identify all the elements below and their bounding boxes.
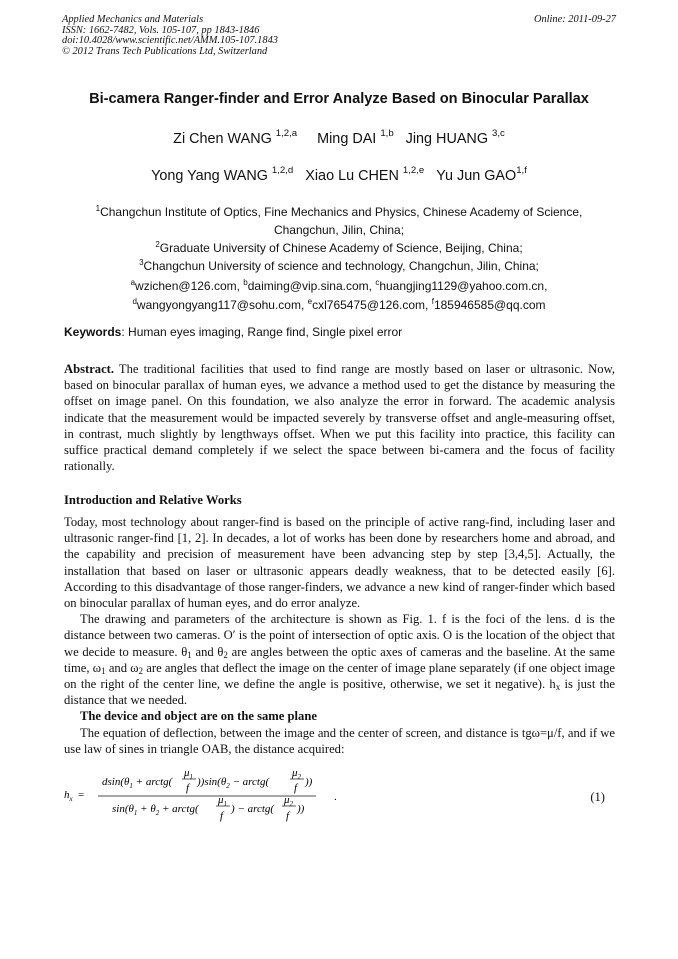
email[interactable]: huangjing1129@yahoo.com.cn, [379, 279, 548, 293]
paragraph: Today, most technology about ranger-find is based on the principle of active rang-find, including laser and ultrasonic ranger-find [1, 2]. In decades, a lot of works has been done by researchers home and abroad, and the capability and precision of measurement have been advancing step by step [3,4,5]. Actually, the installation that based on laser or ultrasonic appears deadly weakness, that to be detected easily [6]. According to this disadvantage of those ranger-finders, we advance a new kind of ranger-finder which based on binocular parallax of human eyes, and do error analyze. [64, 515, 615, 611]
abstract-label: Abstract. [64, 362, 115, 376]
eq-denominator: $\sin(\theta_1 + \theta_2$ + arctg( [112, 803, 199, 817]
svg-text:μ2: $\mu_2$ [284, 794, 294, 808]
author: Zi Chen WANG $^{1,2,a}$ [173, 128, 298, 147]
svg-text:.: . [334, 791, 337, 803]
affiliations [55, 203, 623, 275]
svg-text:f: f [294, 782, 298, 794]
affiliation: $^1$Changchun Institute of Optics, Fine Mechanics and Physics, Chinese Academy of Science, [95, 204, 583, 219]
eq-frac-f: f [186, 782, 190, 794]
keywords-text: : Human eyes imaging, Range find, Single pixel error [121, 325, 403, 339]
author: Xiao Lu CHEN $^{1,2,e}$ [305, 165, 425, 184]
email[interactable]: cxl765475@126.com, [312, 298, 429, 312]
affiliation: $^3$Changchun University of science and technology, Changchun, Jilin, China; [139, 258, 539, 273]
paragraph: The drawing and parameters of the architecture is shown as Fig. 1. f is the foci of the lens. d is the distance between two cameras. O′ is the point of intersection of optic axis. O is the location of the object that we decide to measure. $\theta_1$ and $\theta_2$ are angles between the optic axes of cameras and the baseline. At the same time, $\omega_1$ and $\omega_2$ are angles that deflect the image on the center of image plane separately (if one object image on the right of the center line, we define the angle is positive, otherwise, we set it negative). $h_x$ is just the distance that we needed. [64, 612, 616, 708]
paper-title: Bi-camera Ranger-finder and Error Analyze Based on Binocular Parallax [89, 91, 589, 107]
email[interactable]: wzichen@126.com, [135, 279, 240, 293]
author: Yu Jun GAO$^{1,f}$ [436, 165, 527, 184]
svg-text:))sin(θ2 − arctg(: ))$\sin(\theta_2$ − arctg( [197, 776, 270, 790]
section-heading: Introduction and Relative Works [64, 493, 242, 507]
keywords [64, 325, 614, 339]
affiliation: Changchun, Jilin, China; [273, 223, 405, 237]
author: Ming DAI $^{1,b}$ [317, 128, 394, 147]
email[interactable]: wangyongyang117@sohu.com, [136, 298, 305, 312]
equation-number: (1) [590, 790, 605, 804]
online-date: Online: 2011-09-27 [533, 14, 616, 25]
email-line: $^d$wangyongyang117@sohu.com, $^e$cxl765475@126.com, $^f$185946585@qq.com [132, 297, 546, 312]
eq-lhs: $h_x$ [64, 789, 73, 803]
email[interactable]: daiming@vip.sina.com, [247, 279, 372, 293]
keywords-label: Keywords [64, 325, 122, 339]
svg-text:f: f [286, 810, 290, 822]
svg-text:μ1: $\mu_1$ [218, 794, 228, 808]
email-line: $^a$wzichen@126.com, $^b$daiming@vip.sina.com, $^c$huangjing1129@yahoo.com.cn, [130, 278, 548, 293]
eq-frac-mu1: $\mu_1$ [184, 767, 194, 781]
author-line-2 [40, 165, 638, 184]
equation-formula [64, 762, 544, 824]
abstract-text: The traditional facilities that used to find range are mostly based on laser or ultrasonic. Now, based on binocular parallax of human eyes, we advance a method used to get the distance by measuring the offset on image panel. On this foundation, we also analyze the error in forward. The academic analysis indicate that the measurement would be impacted severely by transverse offset and angle-measuring offset, in contrast, much slightly by lengthways offset. When we put this facility into practice, this facility can suffice practical demand completely if we select the space between bi-camera and the focus of facility rationally. [64, 362, 615, 474]
eq-frac-mu2: $\mu_2$ [292, 767, 302, 781]
svg-text:f: f [220, 810, 224, 822]
author: Jing HUANG $^{3,c}$ [405, 128, 505, 147]
author-line-1 [40, 128, 638, 147]
journal-doi: doi:10.4028/www.scientific.net/AMM.105-107.1843 [62, 35, 278, 47]
svg-text:) − arctg(: ) − arctg( [231, 803, 275, 815]
equation-1 [64, 762, 615, 824]
svg-text:)): )) [297, 803, 305, 815]
paragraph: The equation of deflection, between the image and the center of screen, and distance is tgω=μ/f, and if we use law of sines in triangle OAB, the distance acquired: [64, 725, 615, 756]
affiliation: $^2$Graduate University of Chinese Academy of Science, Beijing, China; [155, 240, 523, 255]
author: Yong Yang WANG $^{1,2,d}$ [151, 165, 294, 184]
svg-text:)): )) [305, 776, 313, 788]
introduction-section [64, 514, 615, 757]
abstract [64, 361, 615, 474]
journal-copyright: © 2012 Trans Tech Publications Ltd, Switzerland [62, 45, 268, 57]
author-emails [55, 277, 623, 315]
svg-text:=: = [78, 789, 85, 801]
journal-header [62, 15, 616, 57]
journal-issn: ISSN: 1662-7482, Vols. 105-107, pp 1843-1846 [62, 24, 260, 36]
eq-numerator: $dsin(\theta_1$ + arctg( [102, 776, 173, 790]
email[interactable]: 185946585@qq.com [433, 298, 546, 312]
subsection-heading: The device and object are on the same plane [80, 709, 317, 724]
journal-name: Applied Mechanics and Materials [62, 14, 204, 25]
